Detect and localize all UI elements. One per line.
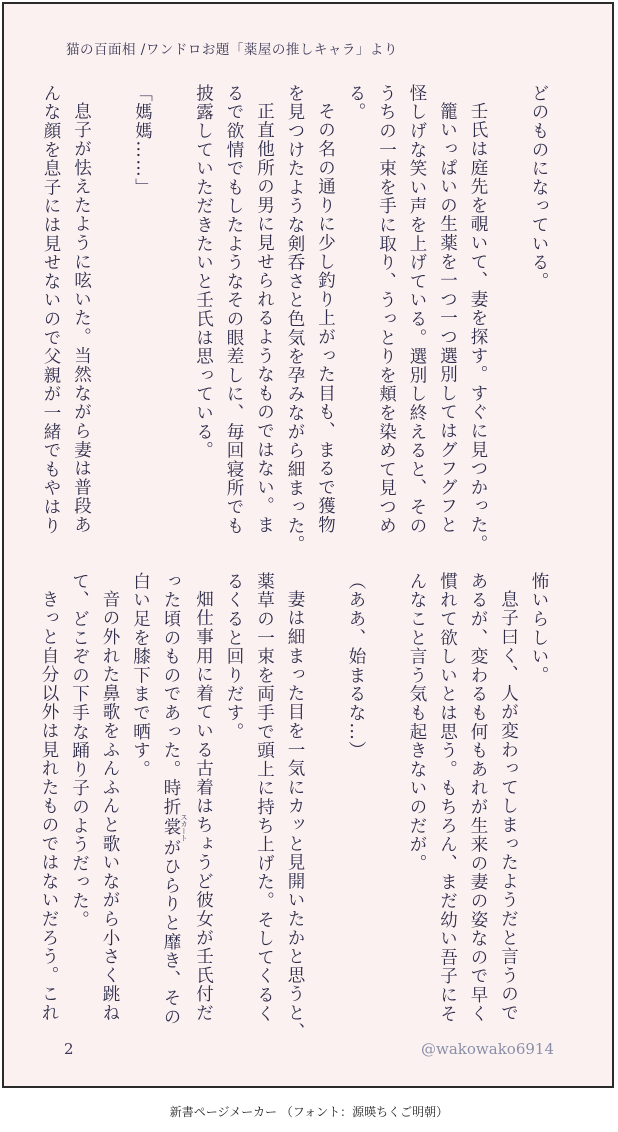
ruby-annotation [161,813,188,842]
text-line: 「媽媽……」 [132,84,153,197]
text-span: がひらりと靡き、その [161,838,181,1027]
text-line: （ああ、始まるな…） [346,572,366,760]
text-line: 息子が怯えたように呟いた。当然ながら妻は普段あ [71,101,92,534]
author-handle: @wakowako6914 [421,1040,554,1058]
text-line: る。 [346,84,366,122]
text-line: 白い足を膝下まで晒す。 [130,572,151,779]
text-line: 籠いっぱいの生薬を一つ一つ選別してはグフグフと [437,101,458,534]
text-block-bottom [34,572,555,1041]
page-header-title: 猫の百面相 /ワンドロお題「薬屋の推しキャラ」より [66,42,398,58]
text-line: どのものになっている。 [529,84,549,291]
text-line: 薬草の一束を両手で頭上に持ち上げた。そしてくるく [254,572,275,1024]
text-line: んな顔を息子には見せないので父親が一緒でもやはり [41,84,61,536]
text-line: うちの一束を手に取り、うっとりを頬を染めて見つめ [376,84,397,536]
text-line: 壬氏は庭先を覗いて、妻を探す。すぐに見つかった。 [468,101,488,553]
book-page [2,2,614,1088]
text-line: 畑仕事用に着ている古着はちょうど彼女が壬氏付だ [193,589,214,1022]
text-line: て、どこぞの下手な踊り子のようだった。 [69,572,90,930]
text-line: 息子曰く、人が変わってしまったようだと言うので [498,589,519,1022]
text-line: るくると回りだす。 [224,572,244,742]
text-line: その名の通りに少し釣り上がった目も、まるで獲物 [315,101,336,534]
text-line: 怪しげな笑い声を上げている。選別し終えると、その [407,84,427,536]
text-line: んなこと言う気も起きないのだが。 [407,572,427,873]
ruby-base: 裳 [161,813,181,842]
text-span: った頃のものであった。時折 [161,572,181,817]
text-line: 正直他所の男に見せられるようなものではない。ま [254,101,275,534]
text-line: るで欲情でもしたようなその眼差しに、毎回寝所でも [224,84,244,536]
text-line: 音の外れた鼻歌をふんふんと歌いながら小さく跳ね [100,589,120,1022]
text-line-with-ruby [156,572,189,1032]
text-line: 妻は細まった目を一気にカッと見開いたかと思うと、 [285,589,305,1041]
ruby-text: スカート [180,813,188,842]
text-line: 慣れて欲しいとは思う。もちろん、まだ幼い吾子にそ [437,572,458,1024]
text-line: きっと自分以外は見れたものではないだろう。これ [39,589,59,1022]
text-line: を見つけたような剣呑さと色気を孕みながら細まった。 [285,84,305,554]
text-line: 怖いらしい。 [529,572,549,685]
page-number: 2 [64,1040,74,1058]
text-block-top [36,84,555,554]
text-line: 披露していただきたいと壬氏は思っている。 [193,84,214,460]
footer-credit: 新書ページメーカー （フォント：源暎ちくご明朝） [169,1105,449,1119]
text-line: あるが、変わるも何もあれが生来の妻の姿なので早く [468,572,488,1024]
